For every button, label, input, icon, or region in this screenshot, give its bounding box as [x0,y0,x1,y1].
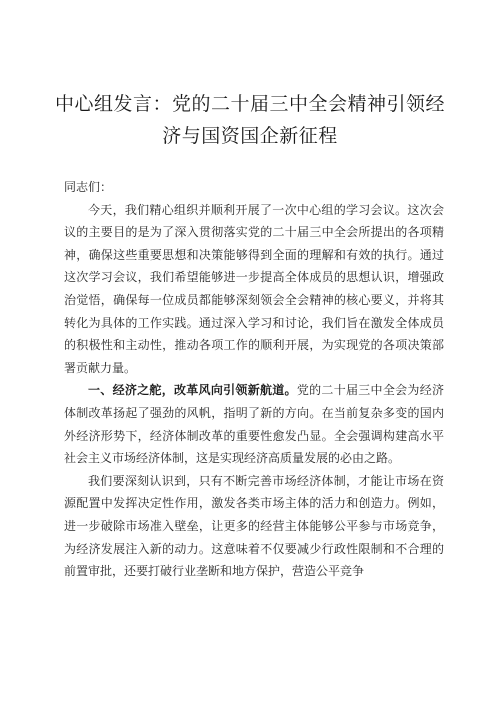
document-body [64,176,444,583]
title-line-1: 中心组发言：党的二十届三中全会精神引领经 [54,93,445,115]
paragraph-market-system: 我们要深刻认识到，只有不断完善市场经济体制，才能让市场在资源配置中发挥决定性作用，激发各类市场主体的活力和创造力。例如，进一步破除市场准入壁垒，让更多的经营主体能够公平参与市场竞争，为经济发展注入新的动力。这意味着不仅要减少行政性限制和不合理的前置审批，还要打破行业垄断和地方保护，营造公平竞争 [64,473,444,579]
salutation: 同志们： [64,180,113,194]
section-1-text: 党的二十届三中全会为经济体制改革扬起了强劲的风帆，指明了新的方向。在当前复杂多变的国内外经济形势下，经济体制改革的重要性愈发凸显。全会强调构建高水平社会主义市场经济体制，这是实现经济高质量发展的必由之路。 [64,383,444,466]
document-title [40,88,460,152]
section-1-heading: 一、经济之舵，改革风向引领新航道。 [88,383,297,398]
title-line-2: 济与国资国企新征程 [162,125,338,147]
paragraph-intro: 今天，我们精心组织并顺利开展了一次中心组的学习会议。这次会议的主要目的是为了深入贯彻落实党的二十届三中全会所提出的各项精神，确保这些重要思想和决策能够得到全面的理解和有效的执行。通过这次学习会议，我们希望能够进一步提高全体成员的思想认识，增强政治觉悟，确保每一位成员都能够深刻领会全会精神的核心要义，并将其转化为具体的工作实践。通过深入学习和讨论，我们旨在激发全体成员的积极性和主动性，推动各项工作的顺利开展，为实现党的各项决策部署贡献力量。 [64,202,444,375]
paragraph-section-1 [64,379,444,469]
